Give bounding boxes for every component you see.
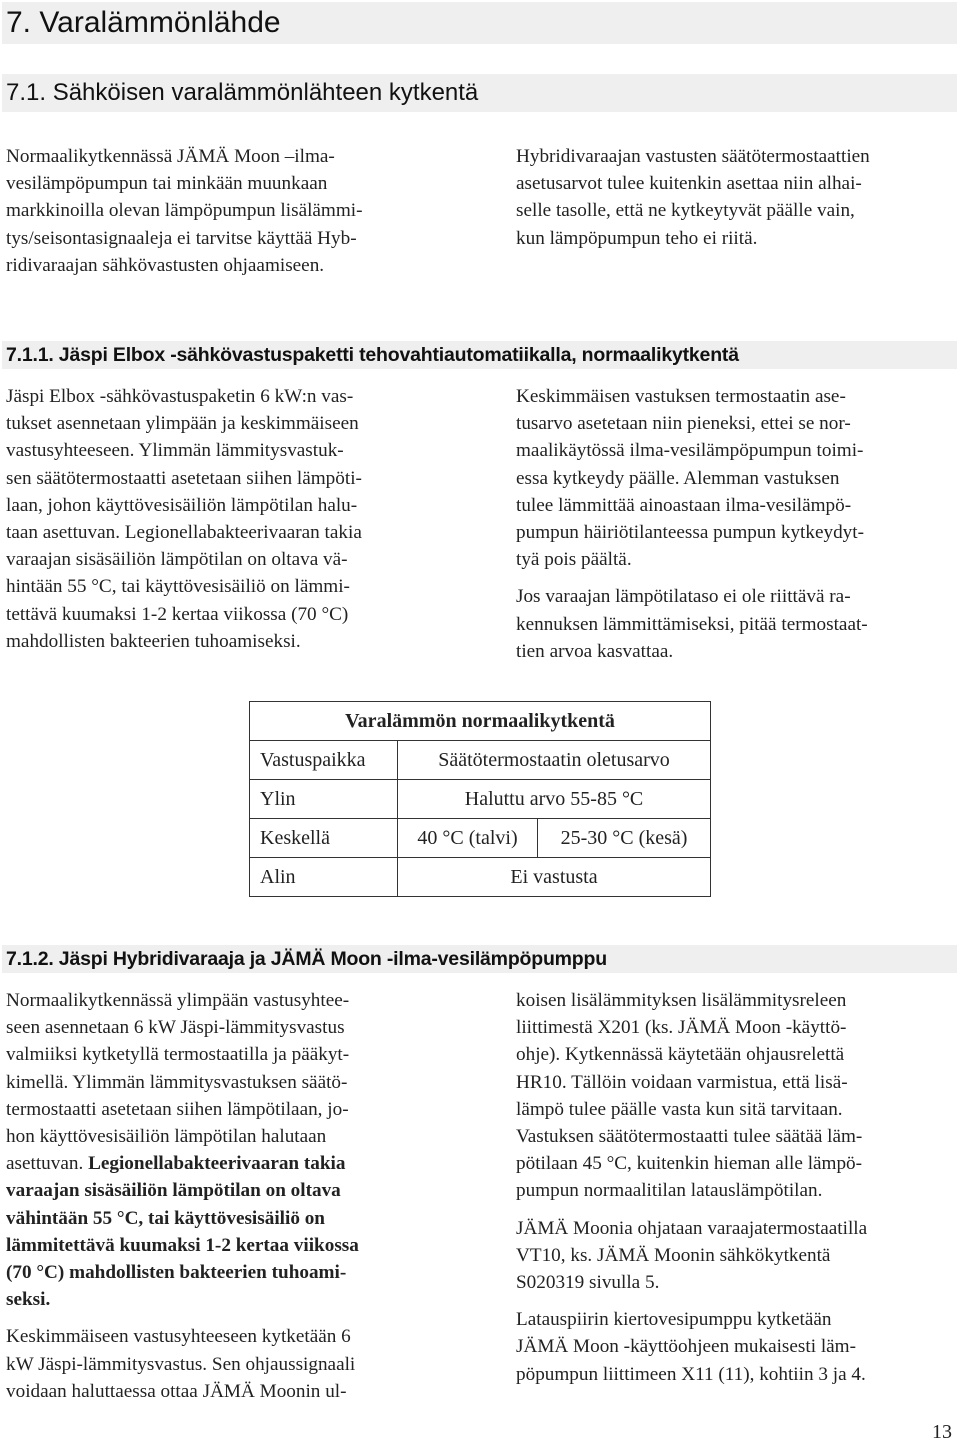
- text-span: asettuvan.: [6, 1153, 89, 1175]
- section-7-1-2-right-text: [516, 987, 956, 1388]
- table-cell-value-summer: 25-30 °C (kesä): [538, 819, 711, 858]
- text-line: kennuksen lämmittämiseksi, pitää termostaat-: [516, 613, 868, 635]
- text-line: tien arvoa kasvattaa.: [516, 640, 674, 662]
- text-line: Keskimmäiseen vastusyhteeseen kytketään 6: [6, 1326, 351, 1348]
- table-header-cell: Säätötermostaatin oletusarvo: [398, 741, 711, 780]
- text-line: Keskimmäisen vastuksen termostaatin ase-: [516, 386, 846, 407]
- text-line: Jos varaajan lämpötilataso ei ole riittävä ra-: [516, 586, 851, 608]
- text-line: Normaalikytkennässä JÄMÄ Moon –ilma-: [6, 146, 335, 167]
- section-heading: 7.1. Sähköisen varalämmönlähteen kytkentä: [2, 74, 957, 112]
- table-cell-value: Ei vastusta: [398, 858, 711, 897]
- text-line: pumpun normaalitilan latauslämpötilan.: [516, 1180, 823, 1202]
- table-header-cell: Vastuspaikka: [250, 741, 398, 780]
- table-cell-value-winter: 40 °C (talvi): [398, 819, 538, 858]
- text-line: koisen lisälämmityksen lisälämmitysreleen: [516, 990, 847, 1011]
- text-line: kW Jäspi-lämmitysvastus. Sen ohjaussignaali: [6, 1353, 356, 1375]
- table-title: Varalämmön normaalikytkentä: [250, 702, 711, 741]
- warning-text: (70 °C) mahdollisten bakteerien tuhoami-: [6, 1262, 347, 1284]
- warning-text: Legionellabakteerivaaran takia: [88, 1153, 346, 1175]
- text-line: termostaatti asetetaan siihen lämpötilaan, jo-: [6, 1098, 349, 1120]
- text-line: HR10. Tällöin voidaan varmistua, että lisä-: [516, 1071, 848, 1093]
- text-line: voidaan haluttaessa ottaa JÄMÄ Moonin ul-: [6, 1380, 347, 1402]
- table-header-row: [250, 741, 711, 780]
- text-line: sen säätötermostaatti asetetaan siihen lämpöti-: [6, 467, 362, 489]
- text-line: laan, johon käyttövesisäiliön lämpötilan halu-: [6, 494, 358, 516]
- warning-text: seksi.: [6, 1289, 51, 1311]
- text-line: tulee lämmittää ainoastaan ilma-vesilämpö-: [516, 494, 852, 516]
- text-line: mahdollisten bakteerien tuhoamiseksi.: [6, 630, 301, 652]
- text-line: Normaalikytkennässä ylimpään vastusyhtee-: [6, 990, 350, 1011]
- text-line: S020319 sivulla 5.: [516, 1272, 660, 1294]
- text-line: vesilämpöpumpun tai minkään muunkaan: [6, 173, 328, 195]
- text-line: ridivaraajan sähkövastusten ohjaamiseen.: [6, 254, 325, 276]
- warning-text: varaajan sisäsäiliön lämpötilan on oltava: [6, 1180, 341, 1202]
- text-line: taan asettuvan. Legionellabakteerivaaran takia: [6, 522, 362, 544]
- text-line: valmiiksi kytketyllä termostaatilla ja pääkyt-: [6, 1044, 350, 1066]
- text-line: markkinoilla olevan lämpöpumpun lisälämmi-: [6, 200, 363, 222]
- subsection-heading-7-1-2: 7.1.2. Jäspi Hybridivaraaja ja JÄMÄ Moon -ilma-vesilämpöpumppu: [2, 945, 957, 973]
- text-line: kun lämpöpumpun teho ei riitä.: [516, 227, 758, 249]
- text-line: Jäspi Elbox -sähkövastuspaketin 6 kW:n vas-: [6, 386, 354, 407]
- text-line: tyä pois päältä.: [516, 549, 632, 571]
- chapter-heading: 7. Varalämmönlähde: [2, 2, 957, 44]
- text-line: JÄMÄ Moonia ohjataan varaajatermostaatilla: [516, 1217, 868, 1239]
- text-line: ohje). Kytkennässä käytetään ohjausrelettä: [516, 1044, 845, 1066]
- table-row: [250, 780, 711, 819]
- table-cell-value: Haluttu arvo 55-85 °C: [398, 780, 711, 819]
- text-line: Vastuksen säätötermostaatti tulee säätää läm-: [516, 1126, 863, 1148]
- text-line: liittimestä X201 (ks. JÄMÄ Moon -käyttö-: [516, 1017, 847, 1039]
- text-line: essa kytkeydy päälle. Alemman vastuksen: [516, 467, 840, 489]
- text-line: Latauspiirin kiertovesipumppu kytketään: [516, 1309, 832, 1331]
- text-line: hon käyttövesisäiliön lämpötilan halutaan: [6, 1126, 327, 1148]
- text-line: pumpun häiriötilanteessa pumpun kytkeydyt-: [516, 522, 864, 544]
- text-line: maalikäytössä ilma-vesilämpöpumpun toimi-: [516, 440, 864, 462]
- subsection-heading-7-1-1: 7.1.1. Jäspi Elbox -sähkövastuspaketti tehovahtiautomatiikalla, normaalikytkentä: [2, 341, 957, 369]
- table-cell-place: Alin: [250, 858, 398, 897]
- table-row: [250, 819, 711, 858]
- text-line: hintään 55 °C, tai käyttövesisäiliö on lämmi-: [6, 576, 350, 598]
- warning-text: vähintään 55 °C, tai käyttövesisäiliö on: [6, 1207, 325, 1229]
- text-line: Hybridivaraajan vastusten säätötermostaattien: [516, 146, 870, 167]
- text-line: varaajan sisäsäiliön lämpötilan on oltava vä-: [6, 549, 348, 571]
- backup-heat-table: [249, 701, 711, 897]
- page-number: 13: [932, 1421, 952, 1443]
- text-line: tusarvo asetetaan niin pieneksi, ettei se nor-: [516, 413, 851, 435]
- table-row: [250, 858, 711, 897]
- text-line: JÄMÄ Moon -käyttöohjeen mukaisesti läm-: [516, 1336, 856, 1358]
- section-7-1-2-left-text: [6, 987, 476, 1405]
- text-line: tettävä kuumaksi 1-2 kertaa viikossa (70 °C): [6, 603, 349, 625]
- text-line: vastusyhteeseen. Ylimmän lämmitysvastuk-: [6, 440, 344, 462]
- text-line: kimellä. Ylimmän lämmitysvastuksen säätö-: [6, 1071, 348, 1093]
- text-line: pöpumpun liittimeen X11 (11), kohtiin 3 ja 4.: [516, 1363, 866, 1385]
- text-line: tukset asennetaan ylimpään ja keskimmäiseen: [6, 413, 359, 435]
- text-line: seen asennetaan 6 kW Jäspi-lämmitysvastus: [6, 1017, 345, 1039]
- section-7-1-1-right-text: [516, 383, 956, 665]
- section-7-1-1-left-text: [6, 383, 476, 655]
- table-cell-place: Ylin: [250, 780, 398, 819]
- text-line: tys/seisontasignaaleja ei tarvitse käyttää Hyb-: [6, 227, 357, 249]
- text-line: lämpö tulee päälle vasta kun sitä tarvitaan.: [516, 1098, 843, 1120]
- text-line: [6, 1150, 476, 1177]
- text-line: asetusarvot tulee kuitenkin asettaa niin alhai-: [516, 173, 862, 195]
- warning-text: lämmitettävä kuumaksi 1-2 kertaa viikossa: [6, 1234, 359, 1256]
- text-line: selle tasolle, että ne kytkeytyvät päälle vain,: [516, 200, 855, 222]
- table-cell-place: Keskellä: [250, 819, 398, 858]
- section-7-1-right-text: [516, 143, 956, 252]
- text-line: pötilaan 45 °C, kuitenkin hieman alle lämpö-: [516, 1153, 863, 1175]
- text-line: VT10, ks. JÄMÄ Moonin sähkökytkentä: [516, 1244, 831, 1266]
- section-7-1-left-text: [6, 143, 476, 279]
